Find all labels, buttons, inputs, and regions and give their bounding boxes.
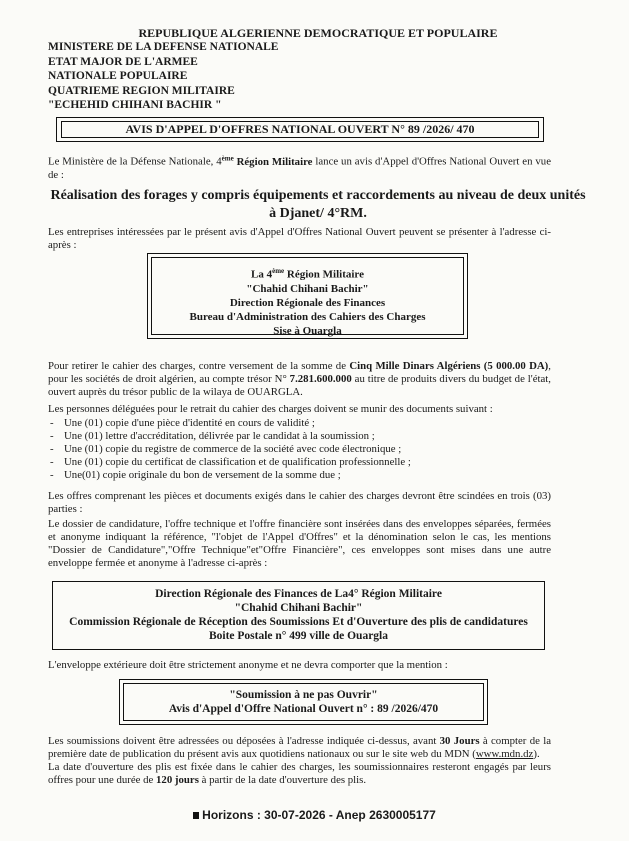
region-name-line: "ECHEHID CHIHANI BACHIR " (48, 99, 222, 112)
notice-title: AVIS D'APPEL D'OFFRES NATIONAL OUVERT N° 89 /2026/ 470 (61, 121, 539, 138)
intro-region: Région Militaire (233, 155, 313, 168)
offers-paragraph: Les offres comprenant les pièces et documents exigés dans le cahier des charges devront être scindées en trois (03) parties : (48, 490, 551, 515)
square-bullet-icon (193, 812, 199, 819)
document-item: - Une (01) lettre d'accréditation, délivrée par le candidat à la soumission ; (48, 430, 551, 443)
ministry-line: MINISTERE DE LA DEFENSE NATIONALE (48, 41, 279, 54)
document-item: - Une(01) copie originale du bon de versement de la somme due ; (48, 469, 551, 482)
submission-paragraph (48, 735, 551, 761)
intro-paragraph (48, 152, 551, 181)
document-item: - Une (01) copie du registre de commerce de la société avec code électronique ; (48, 443, 551, 456)
submission-text-c: à compter de la première date de publication du présent avis aux quotidiens nationaux ou sur le site web du MDN ( (48, 735, 551, 760)
commission-lines (53, 587, 544, 643)
mention-line-2: Avis d'Appel d'Offre National Ouvert n° : 89 /2026/470 (168, 703, 439, 715)
army-line: NATIONALE POPULAIRE (48, 70, 188, 83)
commission-line-3: Commission Régionale de Réception des Soumissions Et d'Ouverture des plis de candidatures (69, 616, 528, 628)
address-line-4: Bureau d'Administration des Cahiers des Charges (189, 310, 426, 323)
intro-text: Le Ministère de la Défense Nationale, 4 (48, 155, 222, 168)
address-lines (152, 264, 463, 338)
intro-text-end: lance un avis d'Appel d'Offres National Ouvert en vue de : (48, 155, 551, 181)
commission-line-2: "Chahid Chihani Bachir" (234, 602, 363, 614)
validity-duration: 120 jours (156, 773, 199, 786)
withdraw-text-a: Pour retirer le cahier des charges, contre versement de la somme de (48, 360, 350, 372)
address-line-5: Sise à Ouargla (273, 324, 342, 337)
document-item: - Une (01) copie du certificat de classification et de qualification professionnelle ; (48, 456, 551, 469)
submission-deadline: 30 Jours (439, 735, 480, 747)
withdraw-amount: Cinq Mille Dinars Algériens (5 000.00 DA) (349, 360, 549, 372)
withdraw-text-c: , pour les sociétés de droit algérien, au compte trésor N° (48, 360, 551, 385)
staff-line: ETAT MAJOR DE L'ARMEE (48, 55, 198, 68)
commission-box (52, 581, 545, 650)
commission-line-4: Boite Postale n° 499 ville de Ouargla (208, 630, 388, 642)
address-line-1 (152, 264, 463, 282)
address-box-inner (151, 257, 464, 335)
intro-superscript: ème (221, 154, 234, 162)
publication-footer (0, 808, 629, 822)
treasury-account: 7.281.600.000 (289, 372, 352, 385)
submission-text-a: Les soumissions doivent être adressées ou déposées à l'adresse indiquée ci-dessus, avant (48, 735, 440, 747)
republic-line: REPUBLIQUE ALGERIENNE DEMOCRATIQUE ET POPULAIRE (138, 26, 498, 40)
address-box (147, 253, 468, 339)
notice-title-box (56, 117, 544, 142)
project-title: Réalisation des forages y compris équipements et raccordements au niveau de deux unités à Djanet/ 4°RM. (50, 188, 586, 221)
address-line-3: Direction Régionale des Finances (229, 296, 386, 309)
mention-box-inner (123, 683, 484, 721)
mention-line-1: "Soumission à ne pas Ouvrir" (229, 689, 378, 701)
anonymous-paragraph: L'enveloppe extérieure doit être strictement anonyme et ne devra comporter que la mention : (48, 659, 448, 671)
opening-paragraph (48, 761, 551, 787)
issuer-header (48, 26, 588, 112)
footer-text: Horizons : 30-07-2026 - Anep 2630005177 (202, 808, 436, 822)
opening-text-a: La date d'ouverture des plis est fixée dans le cahier des charges, les soumissionnaires resteront engagés par leurs offres pour une durée de (48, 761, 551, 786)
commission-line-1: Direction Régionale des Finances de La4° Région Militaire (155, 588, 442, 600)
document-item: - Une (01) copie d'une pièce d'identité en cours de validité ; (48, 417, 551, 430)
mention-box (119, 679, 488, 725)
address-line-1-a: La 4 (251, 268, 273, 281)
opening-text-c: à partir de la date d'ouverture des plis. (198, 773, 367, 786)
delegates-paragraph: Les personnes déléguées pour le retrait du cahier des charges doivent se munir des documents suivant : (48, 403, 493, 415)
region-line: QUATRIEME REGION MILITAIRE (48, 84, 235, 97)
withdraw-paragraph (48, 360, 551, 399)
documents-list (48, 417, 551, 482)
address-line-2: "Chahid Chihani Bachir" (246, 282, 369, 295)
withdraw-text-e: au titre de produits divers du budget de l'état, ouvert auprès du trésor public de la wilaya de OUARGLA. (48, 372, 551, 398)
submission-text-e: ). (533, 747, 540, 760)
mention-lines (124, 688, 483, 716)
companies-paragraph: Les entreprises intéressées par le présent avis d'Appel d'Offres National Ouvert peuvent se présenter à l'adresse ci-après : (48, 226, 551, 251)
address-line-1-sup: ème (272, 267, 285, 275)
envelopes-paragraph: Le dossier de candidature, l'offre technique et l'offre financière sont insérées dans des enveloppes séparées, fermées et anonyme indiquant la référence, "l'objet de l'Appel d'Offres" et la dénomination selon le cas, les mentions "Dossier de Candidature","Offre Technique"et"Offre Financière", ces enveloppes sont mises dans une autre enveloppe fermée et anonyme à l'adresse ci-après : (48, 518, 551, 569)
mdn-website-link[interactable]: www.mdn.dz (475, 747, 534, 760)
address-line-1-b: Région Militaire (284, 268, 364, 281)
